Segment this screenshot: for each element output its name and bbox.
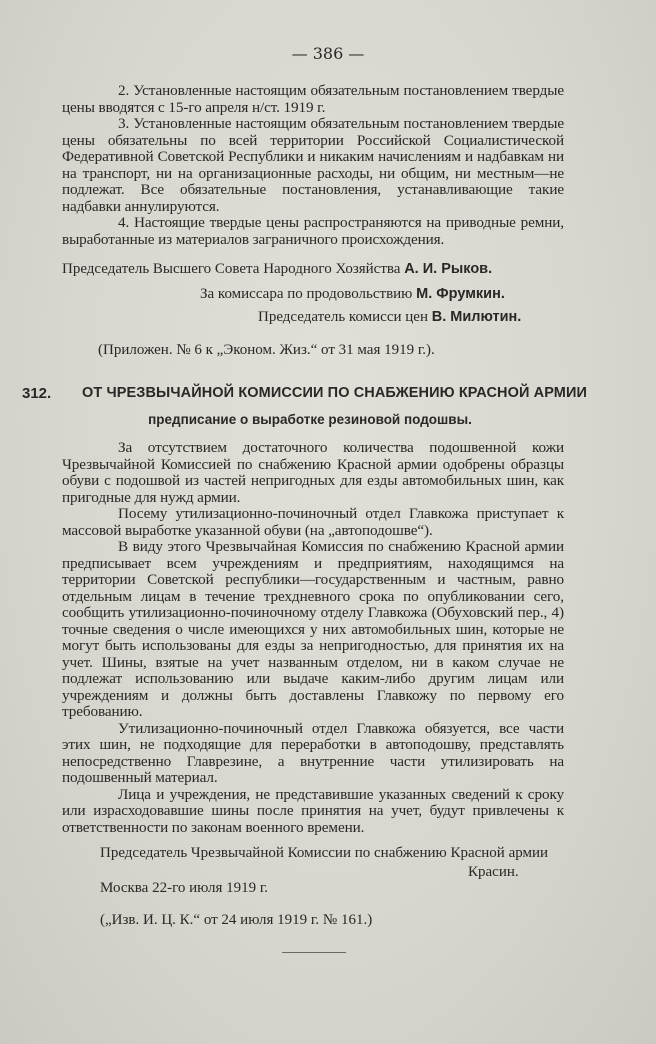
order-text [62, 440, 564, 836]
source-citation: („Изв. И. Ц. К.“ от 24 июля 1919 г. № 161.) [100, 912, 373, 928]
place-date: Москва 22-го июля 1919 г. [100, 880, 269, 896]
divider [282, 952, 346, 953]
signature-line [258, 309, 521, 326]
signature-line [200, 286, 505, 303]
signatory-name: М. Фрумкин. [416, 286, 505, 302]
page-number: — 386 — [291, 44, 365, 63]
signatory-title: Председатель Высшего Совета Народного Хозяйства [62, 261, 401, 277]
document-number: 312. [22, 385, 52, 402]
signatory-name: В. Милютин. [431, 309, 522, 325]
signatory-title: За комиссара по продовольствию [200, 286, 413, 302]
document-subheading: предписание о выработке резиновой подошвы. [148, 412, 472, 427]
signatory-name: Красин. [468, 864, 519, 880]
order-paragraph: В виду этого Чрезвычайная Комиссия по снабжению Красной армии предписывает всем учреждениям и предприятиям, находящимся на территории Советской республики—государственным и частным, равно отдельным лицам в течение трехдневного срока по опубликовании сего, сообщить утилизационно-починочному отделу Главкожа (Обуховский пер., 4) точные сведения о числе имеющихся у них автомобильных шин, которые не могут быть использованы для езды за непригодностью, для принятия их на учет. Шины, взятые на учет названным отделом, ни в каком случае не подлежат использованию или выдаче каким-либо другим лицам или учреждениям и должны быть доставлены Главкожу по первому его требованию. [62, 538, 564, 720]
signatory-title: Председатель Чрезвычайной Комиссии по снабжению Красной армии [100, 845, 549, 861]
clause-paragraph: 2. Установленные настоящим обязательным постановлением твердые цены вводятся с 15-го апреля н/ст. 1919 г. [62, 82, 564, 116]
clause-paragraph: 3. Установленные настоящим обязательным постановлением твердые цены обязательны по всей территории Российской Социалистической Федеративной Советской Республики и никаким начислениям и надбавкам ни на транспорт, ни на организационные расходы, ни общим, ни местным—не подлежат. Все обязательные постановления, устанавливающие такие надбавки аннулируются. [62, 115, 564, 215]
document-heading: ОТ ЧРЕЗВЫЧАЙНОЙ КОМИССИИ ПО СНАБЖЕНИЮ КРАСНОЙ АРМИИ [82, 385, 588, 401]
order-paragraph: Посему утилизационно-починочный отдел Главкожа приступает к массовой выработке указанной обуви (на „автоподошве“). [62, 505, 564, 539]
signatory-name: А. И. Рыков. [404, 261, 493, 277]
source-citation: (Приложен. № 6 к „Эконом. Жиз.“ от 31 мая 1919 г.). [98, 342, 435, 358]
order-paragraph: Лица и учреждения, не представившие указанных сведений к сроку или израсходовавшие шины после принятия на учет, будут привлечены к ответственности по законам военного времени. [62, 785, 564, 836]
decree-clauses [62, 83, 564, 248]
order-paragraph: За отсутствием достаточного количества подошвенной кожи Чрезвычайной Комиссией по снабжению Красной армии одобрены образцы обуви с подошвой из частей непригодных для езды автомобильных шин, как пригодные для нужд армии. [62, 439, 564, 506]
order-paragraph: Утилизационно-починочный отдел Главкожа обязуется, все части этих шин, не подходящие для переработки в автоподошву, представлять непосредственно Главрезине, а внутренние части утилизировать на подошвенный материал. [62, 719, 564, 786]
signature-line [62, 261, 492, 278]
clause-paragraph: 4. Настоящие твердые цены распространяются на приводные ремни, выработанные из материалов заграничного происхождения. [62, 214, 564, 248]
signatory-title: Председатель комисси цен [258, 309, 428, 325]
